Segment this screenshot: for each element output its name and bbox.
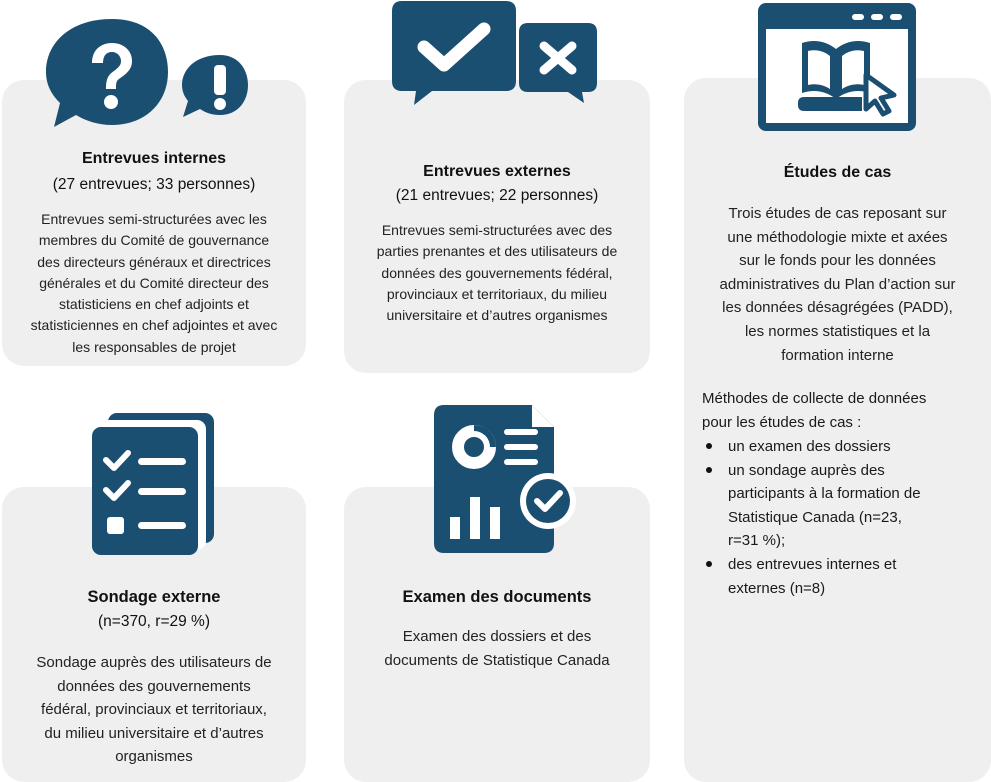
list-item: des entrevues internes et externes (n=8) — [702, 553, 921, 600]
question-exclamation-speech-bubbles-icon — [40, 15, 250, 135]
card-subtitle: (n=370, r=29 %) — [97, 613, 210, 630]
checklist-clipboard-icon — [90, 413, 215, 556]
card-description: Examen des dossiers et des documents de Statistique Canada — [384, 628, 610, 669]
card-case-studies — [684, 78, 991, 782]
card-title: Sondage externe — [87, 588, 221, 606]
card-title: Entrevues externes — [423, 163, 571, 180]
card-external-interviews — [344, 80, 650, 373]
card-subtitle: (27 entrevues; 33 personnes) — [52, 176, 256, 193]
card-title: Examen des documents — [402, 588, 592, 606]
card-title: Études de cas — [783, 164, 892, 181]
methods-heading: Méthodes de collecte de données pour les études de cas : — [702, 390, 927, 431]
card-description: Entrevues semi-structurées avec les membres du Comité de gouvernance des directeurs généraux et directrices générales et du Comité directeur des statisticiens en chef adjoints et statisticiennes en chef adjointes et avec les responsables de projet — [30, 211, 278, 355]
card-description: Entrevues semi-structurées avec des parties prenantes et des utilisateurs de données des gouvernements fédéral, provinciaux et territoriaux, du milieu universitaire et d’autres organismes — [376, 222, 618, 324]
card-subtitle: (21 entrevues; 22 personnes) — [395, 187, 599, 204]
card-title: Entrevues internes — [81, 150, 227, 167]
list-item: un sondage auprès des participants à la formation de Statistique Canada (n=23, r=31 %); — [702, 459, 921, 553]
list-item: un examen des dossiers — [702, 435, 921, 459]
card-description: Trois études de cas reposant sur une méthodologie mixte et axées sur le fonds pour les données administratives du Plan d’action sur les données désagrégées (PADD), les normes statistiques et la formation interne — [719, 205, 956, 364]
browser-book-cursor-icon — [758, 3, 918, 133]
report-document-check-icon — [434, 405, 579, 555]
check-cross-speech-bubbles-icon — [392, 1, 602, 106]
card-description: Sondage auprès des utilisateurs de données des gouvernements fédéral, provinciaux et territoriaux, du milieu universitaire et d’autres organismes — [36, 654, 272, 765]
methods-list — [702, 435, 921, 600]
